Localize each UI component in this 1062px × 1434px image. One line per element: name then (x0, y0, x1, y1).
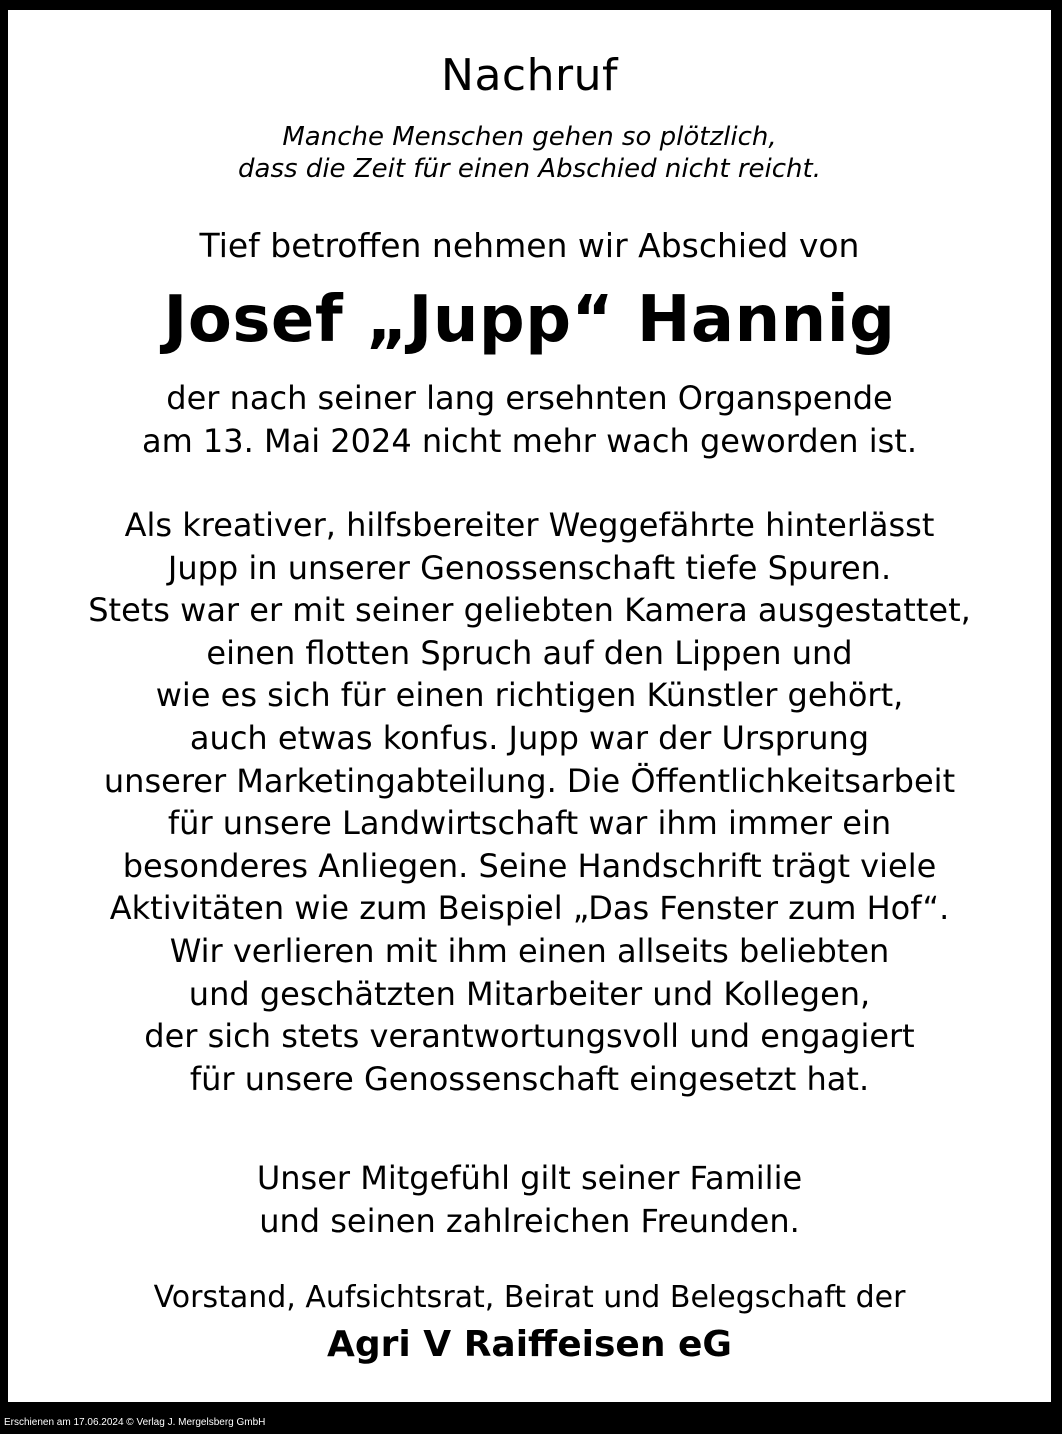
company-name: Agri V Raiffeisen eG (327, 1324, 732, 1365)
text-line: wie es sich für einen richtigen Künstler gehört, (155, 676, 904, 715)
text-line: Aktivitäten wie zum Beispiel „Das Fenster zum Hof“. (109, 889, 950, 928)
farewell-intro: Tief betroffen nehmen wir Abschied von (199, 226, 860, 265)
text-line: und seinen zahlreichen Freunden. (259, 1201, 800, 1240)
text-line: auch etwas konfus. Jupp war der Ursprung (189, 718, 870, 757)
text-line: für unsere Genossenschaft eingesetzt hat. (189, 1059, 870, 1098)
condolence-paragraph (8, 1157, 1051, 1242)
text-line: Unser Mitgefühl gilt seiner Familie (256, 1159, 803, 1197)
notice-title: Nachruf (441, 50, 618, 101)
quote-line: dass die Zeit für einen Abschied nicht reicht. (238, 154, 821, 184)
text-line: der sich stets verantwortungsvoll und engagiert (144, 1017, 915, 1056)
text-line: einen flotten Spruch auf den Lippen und (206, 633, 853, 672)
text-line: der nach seiner lang ersehnten Organspende (166, 379, 893, 417)
text-line: am 13. Mai 2024 nicht mehr wach geworden ist. (141, 421, 918, 460)
text-line: besonderes Anliegen. Seine Handschrift trägt viele (122, 846, 937, 885)
quote-line: Manche Menschen gehen so plötzlich, (282, 122, 777, 152)
deceased-name: Josef „Jupp“ Hannig (163, 283, 896, 357)
circumstances-paragraph (8, 377, 1051, 462)
text-line: für unsere Landwirtschaft war ihm immer ein (167, 804, 892, 843)
publication-footer: Erschienen am 17.06.2024 © Verlag J. Mergelsberg GmbH (4, 1417, 266, 1428)
text-line: unserer Marketingabteilung. Die Öffentlichkeitsarbeit (103, 761, 956, 800)
obituary-notice (8, 10, 1051, 1402)
text-line: Jupp in unserer Genossenschaft tiefe Spuren. (167, 548, 892, 587)
tribute-paragraph (8, 504, 1051, 1100)
signers-line: Vorstand, Aufsichtsrat, Beirat und Belegschaft der (153, 1280, 906, 1315)
text-line: Stets war er mit seiner geliebten Kamera ausgestattet, (88, 591, 971, 630)
text-line: und geschätzten Mitarbeiter und Kollegen, (188, 974, 871, 1013)
text-line: Als kreativer, hilfsbereiter Weggefährte hinterlässt (124, 506, 935, 544)
text-line: Wir verlieren mit ihm einen allseits beliebten (169, 931, 890, 970)
memorial-quote (8, 121, 1051, 185)
